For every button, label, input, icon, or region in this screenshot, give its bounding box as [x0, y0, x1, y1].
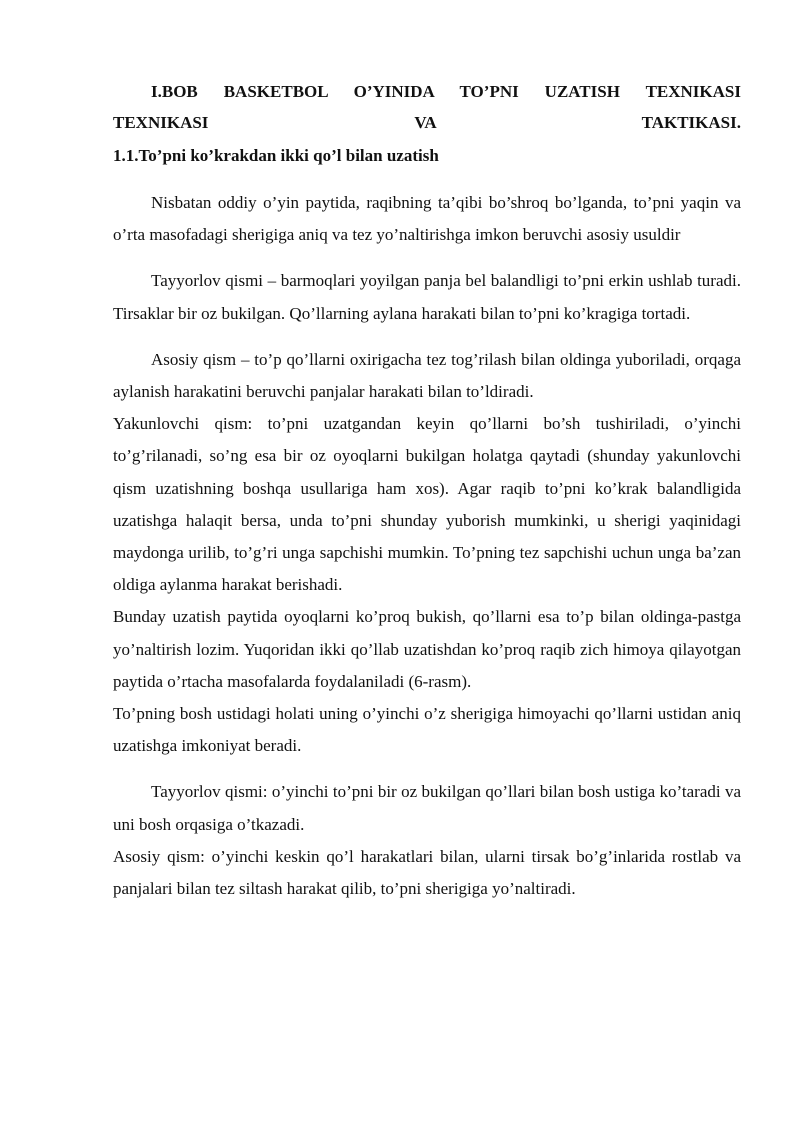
- paragraph-intro: Nisbatan oddiy o’yin paytida, raqibning ta’qibi bo’shroq bo’lganda, to’pni yaqin va o’rta masofadagi sherigiga aniq va tez yo’naltirishga imkon beruvchi asosiy usuldir: [113, 193, 741, 245]
- paragraph-overhead-preparation: Tayyorlov qismi: o’yinchi to’pni bir oz bukilgan qo’llari bilan bosh ustiga ko’taradi va uni bosh orqasiga o’tkazadi.: [113, 782, 741, 834]
- paragraph-main-phase: Asosiy qism – to’p qo’llarni oxirigacha tez tog’rilash bilan oldinga yuboriladi, orqaga aylanish harakatini beruvchi panjalar harakati bilan to’ldiradi.: [113, 349, 741, 402]
- paragraph-bounce-pass: Bunday uzatish paytida oyoqlarni ko’proq bukish, qo’llarni esa to’p bilan oldinga-pastga yo’naltirish lozim. Yuqoridan ikki qo’llab uzatishdan ko’proq raqib zich himoya qilayotgan paytida o’rtacha masofalarda foydalaniladi (6-rasm).: [113, 607, 741, 691]
- paragraph-final-phase: Yakunlovchi qism: to’pni uzatgandan keyin qo’llarni bo’sh tushiriladi, o’yinchi to’g’rilanadi, so’ng esa bir oz oyoqlarni bukilgan holatga qaytadi (shunday yakunlovchi qism uzatishning boshqa usullariga ham xos). Agar raqib to’pni ko’krak balandligida uzatishga halaqit bersa, unda to’pni shunday yuborish mumkinki, u sherigi yaqinidagi maydonga urilib, to’g’ri unga sapchishi mumkin. To’pning tez sapchishi uchun unga ba’zan oldiga aylanma harakat berishadi.: [113, 414, 741, 595]
- paragraph-overhead-main: Asosiy qism: o’yinchi keskin qo’l harakatlari bilan, ularni tirsak bo’g’inlarida rostlab va panjalari bilan tez siltash harakat qilib, to’pni sherigiga yo’naltiradi.: [113, 846, 741, 899]
- paragraph-preparation: Tayyorlov qismi – barmoqlari yoyilgan panja bel balandligi to’pni erkin ushlab turadi. Tirsaklar bir oz bukilgan. Qo’llarning aylana harakati bilan to’pni ko’kragiga tortadi.: [113, 271, 741, 323]
- chapter-heading-line-1: I.BOB BASKETBOL O’YINIDA TO’PNI UZATISH TEXNIKASI: [151, 82, 741, 101]
- paragraph-overhead-position: To’pning bosh ustidagi holati uning o’yinchi o’z sherigiga himoyachi qo’llarni ustidan aniq uzatishga imkoniyat beradi.: [113, 704, 741, 756]
- document-body: [113, 76, 741, 905]
- section-title: 1.1.To’pni ko’krakdan ikki qo’l bilan uzatish: [113, 146, 439, 165]
- chapter-heading-line-2: TEXNIKASI VA TAKTIKASI.: [113, 113, 741, 132]
